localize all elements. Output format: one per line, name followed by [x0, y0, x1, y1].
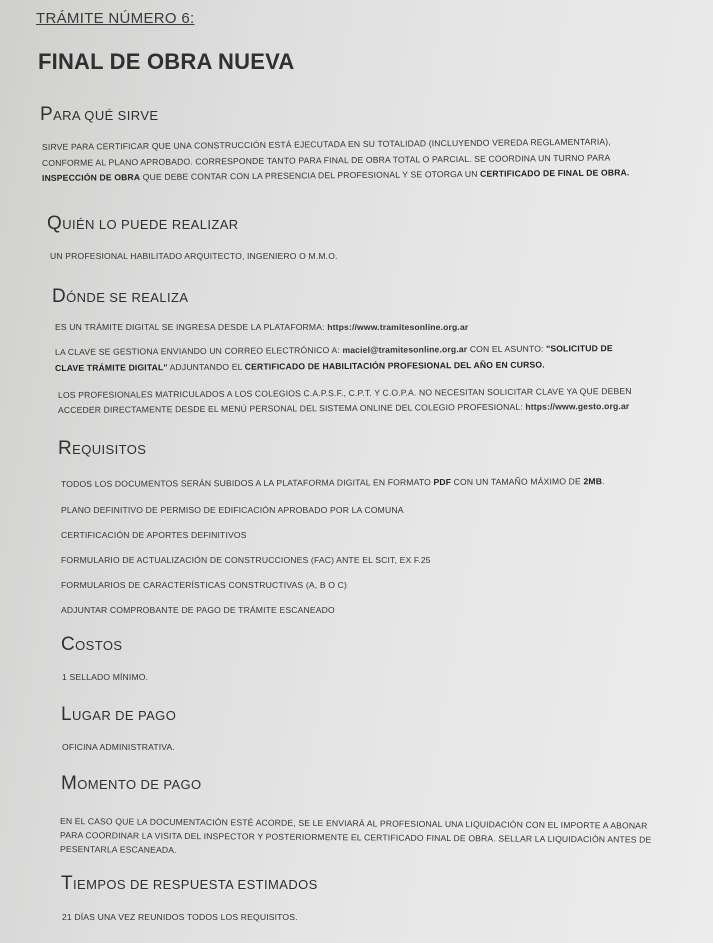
- gesto-link: https://www.gesto.org.ar: [525, 401, 630, 412]
- para-que-bold-certificado: CERTIFICADO DE FINAL DE OBRA.: [480, 167, 630, 179]
- tiempos-line-1: 21 DÍAS UNA VEZ REUNIDOS TODOS LOS REQUISITOS.: [62, 912, 298, 922]
- donde-text-c2: ACCEDER DIRECTAMENTE DESDE EL MENÚ PERSONAL DEL SISTEMA ONLINE DEL COLEGIO PROFESIONAL:: [57, 401, 526, 415]
- heading-lugar-de-pago: LUGAR DE PAGO: [61, 704, 177, 725]
- para-que-line-2: CONFORME AL PLANO APROBADO. CORRESPONDE TANTO PARA FINAL DE OBRA TOTAL O PARCIAL. SE COORDINA UN TURNO PARA: [41, 152, 611, 168]
- heading-tiempos: TIEMPOS DE RESPUESTA ESTIMADOS: [61, 873, 318, 894]
- email-address: maciel@tramitesonline.org.ar: [342, 344, 468, 355]
- para-que-bold-inspeccion: INSPECCIÓN DE OBRA: [41, 172, 141, 183]
- heading-requisitos: REQUISITOS: [58, 438, 147, 459]
- requisitos-line-1: [61, 476, 605, 489]
- momento-line-3: PESENTARLA ESCANEADA.: [59, 844, 177, 855]
- momento-line-1: EN EL CASO QUE LA DOCUMENTACIÓN ESTÉ ACORDE, SE LE ENVIARÁ AL PROFESIONAL UNA LIQUIDACIÓN CON EL IMPORTE A ABONAR: [59, 816, 648, 831]
- donde-text-a: ES UN TRÁMITE DIGITAL SE INGRESA DESDE LA PLATAFORMA:: [55, 322, 328, 332]
- donde-line-b1: [55, 343, 613, 357]
- heading-quien: QUIÉN LO PUEDE REALIZAR: [47, 213, 239, 234]
- costos-line-1: 1 SELLADO MÍNIMO.: [62, 672, 149, 682]
- donde-text-b2: ADJUNTANDO EL: [167, 361, 245, 373]
- donde-line-b2: [55, 360, 545, 373]
- donde-text-b1b: CON EL ASUNTO:: [467, 343, 547, 355]
- heading-momento-de-pago: MOMENTO DE PAGO: [61, 773, 202, 794]
- lugar-line-1: OFICINA ADMINISTRATIVA.: [62, 742, 175, 752]
- tramitesonline-link: https://www.tramitesonline.org.ar: [327, 322, 469, 332]
- requisito-item: FORMULARIO DE ACTUALIZACIÓN DE CONSTRUCCIONES (FAC) ANTE EL SCIT, EX F.25: [61, 555, 431, 565]
- page-title: FINAL DE OBRA NUEVA: [38, 49, 295, 74]
- donde-line-a: [55, 322, 468, 332]
- requisitos-text-2: CON UN TAMAÑO MÁXIMO DE: [451, 476, 584, 487]
- para-que-text: QUE DEBE CONTAR CON LA PRESENCIA DEL PROFESIONAL Y SE OTORGA UN: [140, 168, 481, 183]
- donde-bold-solicitud: "SOLICITUD DE: [546, 343, 613, 354]
- requisitos-text-1: TODOS LOS DOCUMENTOS SERÁN SUBIDOS A LA PLATAFORMA DIGITAL EN FORMATO: [60, 477, 434, 489]
- requisitos-bold-2mb: 2MB: [583, 476, 603, 487]
- requisitos-text-3: .: [602, 476, 605, 487]
- quien-line-1: UN PROFESIONAL HABILITADO ARQUITECTO, INGENIERO O M.M.O.: [50, 251, 338, 261]
- para-que-line-1: SIRVE PARA CERTIFICAR QUE UNA CONSTRUCCIÓN ESTÁ EJECUTADA EN SU TOTALIDAD (INCLUYENDO VEREDA REGLAMENTARIA),: [41, 136, 611, 152]
- donde-bold-clave: CLAVE TRÁMITE DIGITAL": [54, 362, 168, 373]
- heading-donde: DÓNDE SE REALIZA: [52, 286, 189, 307]
- requisito-item: FORMULARIOS DE CARACTERÍSTICAS CONSTRUCTIVAS (A, B O C): [61, 580, 347, 590]
- donde-text-b1: LA CLAVE SE GESTIONA ENVIANDO UN CORREO ELECTRÓNICO A:: [54, 344, 343, 357]
- donde-line-c1: LOS PROFESIONALES MATRICULADOS A LOS COLEGIOS C.A.P.S.F., C.P.T. Y C.O.P.A. NO NECESITAN SOLICITAR CLAVE YA QUE DEBEN: [57, 385, 632, 400]
- requisitos-bold-pdf: PDF: [433, 476, 452, 488]
- donde-line-c2: [58, 401, 629, 415]
- requisito-item: ADJUNTAR COMPROBANTE DE PAGO DE TRÁMITE ESCANEADO: [61, 605, 335, 615]
- donde-bold-certificado: CERTIFICADO DE HABILITACIÓN PROFESIONAL DEL AÑO EN CURSO.: [244, 359, 545, 372]
- momento-line-2: PARA COORDINAR LA VISITA DEL INSPECTOR Y POSTERIORMENTE EL CERTIFICADO FINAL DE OBRA. SELLAR LA LIQUIDACIÓN ANTES DE: [59, 830, 652, 845]
- heading-costos: COSTOS: [61, 634, 123, 655]
- heading-para-que-sirve: PARA QUÉ SIRVE: [40, 104, 159, 125]
- tramite-number: TRÁMITE NÚMERO 6:: [36, 10, 195, 27]
- para-que-line-3: [42, 167, 630, 183]
- requisito-item: PLANO DEFINITIVO DE PERMISO DE EDIFICACIÓN APROBADO POR LA COMUNA: [61, 505, 404, 515]
- requisito-item: CERTIFICACIÓN DE APORTES DEFINITIVOS: [61, 530, 247, 540]
